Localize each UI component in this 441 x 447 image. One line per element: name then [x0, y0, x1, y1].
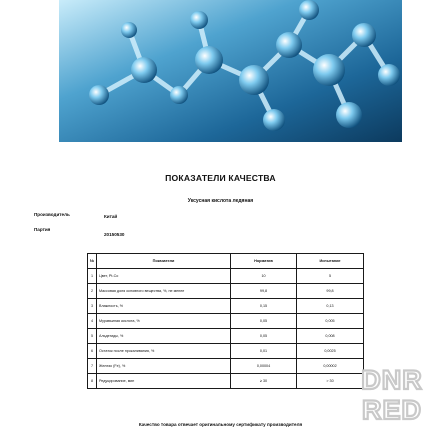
row-number: 2: [88, 284, 97, 299]
document-title: ПОКАЗАТЕЛИ КАЧЕСТВА: [165, 173, 276, 183]
row-norm: 0,00004: [231, 359, 297, 374]
column-header-number: №: [88, 254, 97, 269]
row-number: 6: [88, 344, 97, 359]
row-test: 5: [297, 269, 364, 284]
row-test: 0,008: [297, 329, 364, 344]
row-indicator: Редуцирование, мин: [97, 374, 231, 389]
row-norm: 0,15: [231, 299, 297, 314]
molecule-banner-image: [59, 0, 402, 142]
table-row: [88, 329, 364, 344]
row-norm: 0,01: [231, 344, 297, 359]
table-row: [88, 359, 364, 374]
row-indicator: Остаток после прокаливания, %: [97, 344, 231, 359]
row-test: 99,8: [297, 284, 364, 299]
row-norm: 10: [231, 269, 297, 284]
batch-label: Партия: [34, 227, 51, 232]
table-row: [88, 344, 364, 359]
dnr-red-watermark-logo: [352, 362, 432, 424]
watermark-line-1: DNR: [361, 365, 423, 395]
watermark-line-2: RED: [361, 395, 423, 424]
table-row: [88, 374, 364, 389]
row-test: > 30: [297, 374, 364, 389]
row-norm: 0,05: [231, 329, 297, 344]
row-number: 4: [88, 314, 97, 329]
table-header-row: [88, 254, 364, 269]
producer-label: Производитель: [34, 212, 70, 217]
table-row: [88, 284, 364, 299]
row-test: 0,0025: [297, 344, 364, 359]
row-number: 7: [88, 359, 97, 374]
row-number: 5: [88, 329, 97, 344]
row-test: 0,13: [297, 299, 364, 314]
row-number: 1: [88, 269, 97, 284]
table-row: [88, 314, 364, 329]
table-row: [88, 269, 364, 284]
producer-value: Китай: [104, 214, 118, 219]
column-header-test: Испытание: [297, 254, 364, 269]
product-name: Уксусная кислота ледяная: [187, 198, 254, 204]
row-norm: ≥ 30: [231, 374, 297, 389]
row-number: 8: [88, 374, 97, 389]
certificate-footer-note: Качество товара отвечает оригинальному сертификату производителя: [138, 422, 303, 427]
column-header-indicator: Показатели: [97, 254, 231, 269]
row-test: 0,005: [297, 314, 364, 329]
row-test: 0,00002: [297, 359, 364, 374]
row-indicator: Цвет, Pt-Co: [97, 269, 231, 284]
quality-table: [87, 253, 364, 389]
batch-value: 20150530: [104, 232, 125, 237]
row-indicator: Влажность, %: [97, 299, 231, 314]
column-header-norm: Норматив: [231, 254, 297, 269]
row-indicator: Массовая доля основного вещества, %, не менее: [97, 284, 231, 299]
row-indicator: Муравьиная кислота, %: [97, 314, 231, 329]
row-norm: 99,8: [231, 284, 297, 299]
row-indicator: Железо (Fe), %: [97, 359, 231, 374]
table-row: [88, 299, 364, 314]
row-norm: 0,05: [231, 314, 297, 329]
row-number: 3: [88, 299, 97, 314]
row-indicator: Альдегиды, %: [97, 329, 231, 344]
